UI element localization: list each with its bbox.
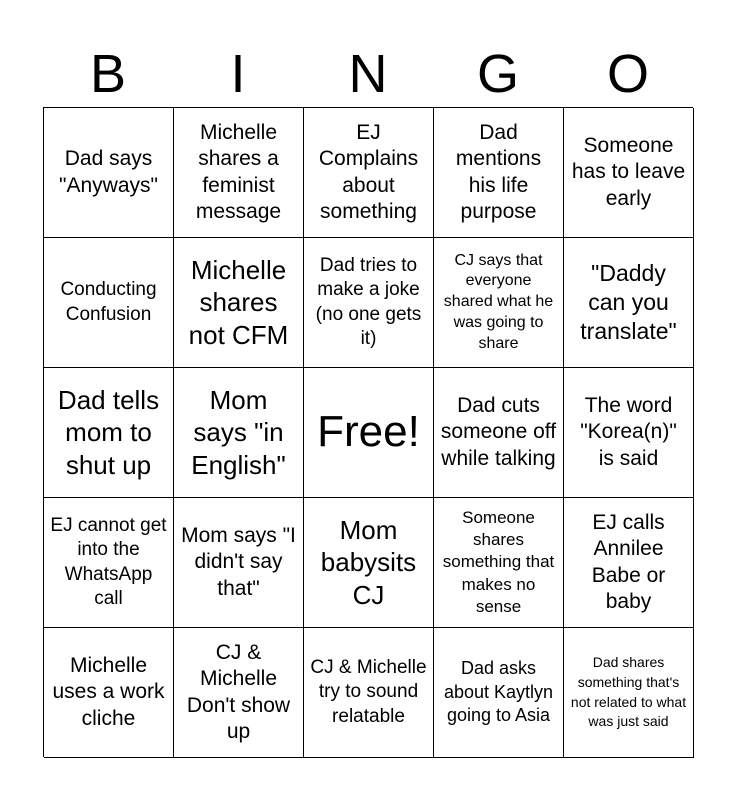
cell-text: Mom babysits CJ [320,514,417,610]
bingo-cell[interactable] [434,238,564,368]
bingo-cell[interactable] [564,498,694,628]
cell-text: Mom says "I didn't say that" [181,524,296,600]
header-letter-n: N [348,44,388,104]
cell-text: Conducting Confusion [60,279,157,325]
bingo-cell[interactable] [564,628,694,758]
bingo-cell[interactable] [434,368,564,498]
cell-text: Dad shares something that's not related to what was just said [570,654,687,730]
cell-text: CJ & Michelle Don't show up [186,641,291,743]
bingo-cell[interactable] [44,498,174,628]
bingo-cell[interactable] [564,368,694,498]
bingo-cell[interactable] [304,498,434,628]
cell-text: Dad cuts someone off while talking [440,394,557,470]
bingo-cell[interactable] [434,628,564,758]
bingo-cell[interactable] [174,368,304,498]
header-letter-i: I [230,44,246,104]
header-letter-b: B [89,44,127,104]
cell-text: CJ says that everyone shared what he was going to share [443,251,554,352]
cell-text: Michelle shares not CFM [188,254,289,350]
cell-text: CJ & Michelle try to sound relatable [310,657,427,727]
bingo-cell[interactable] [174,238,304,368]
bingo-cell[interactable] [44,628,174,758]
bingo-cell[interactable] [44,108,174,238]
cell-text: The word "Korea(n)" is said [580,394,677,470]
free-space-cell[interactable] [304,368,434,498]
bingo-cell[interactable] [564,238,694,368]
cell-text: "Daddy can you translate" [580,260,677,344]
header-letter-o: O [606,44,649,104]
bingo-cell[interactable] [44,368,174,498]
bingo-cell[interactable] [174,628,304,758]
header-letter-g: G [476,44,519,104]
cell-text: Dad tells mom to shut up [57,384,160,480]
bingo-header [43,40,693,108]
bingo-cell[interactable] [44,238,174,368]
free-space-text: Free! [317,407,420,457]
bingo-cell[interactable] [434,498,564,628]
cell-text: EJ calls Annilee Babe or baby [591,511,666,613]
cell-text: Michelle shares a feminist message [195,121,282,223]
cell-text: Dad says "Anyways" [59,147,158,197]
bingo-cell[interactable] [434,108,564,238]
cell-text: Dad asks about Kaytlyn going to Asia [443,658,554,726]
cell-text: Michelle uses a work cliche [52,654,165,730]
bingo-cell[interactable] [564,108,694,238]
bingo-cell[interactable] [304,238,434,368]
bingo-cell[interactable] [304,628,434,758]
bingo-grid [43,107,693,757]
cell-text: Dad tries to make a joke (no one gets it) [315,254,422,349]
cell-text: Dad mentions his life purpose [455,121,542,223]
cell-text: Someone has to leave early [571,134,686,210]
bingo-cell[interactable] [174,108,304,238]
cell-text: Someone shares something that makes no sense [442,508,555,616]
cell-text: EJ Complains about something [318,121,419,223]
bingo-cell[interactable] [304,108,434,238]
bingo-cell[interactable] [174,498,304,628]
cell-text: EJ cannot get into the WhatsApp call [50,514,167,609]
cell-text: Mom says "in English" [191,384,286,480]
